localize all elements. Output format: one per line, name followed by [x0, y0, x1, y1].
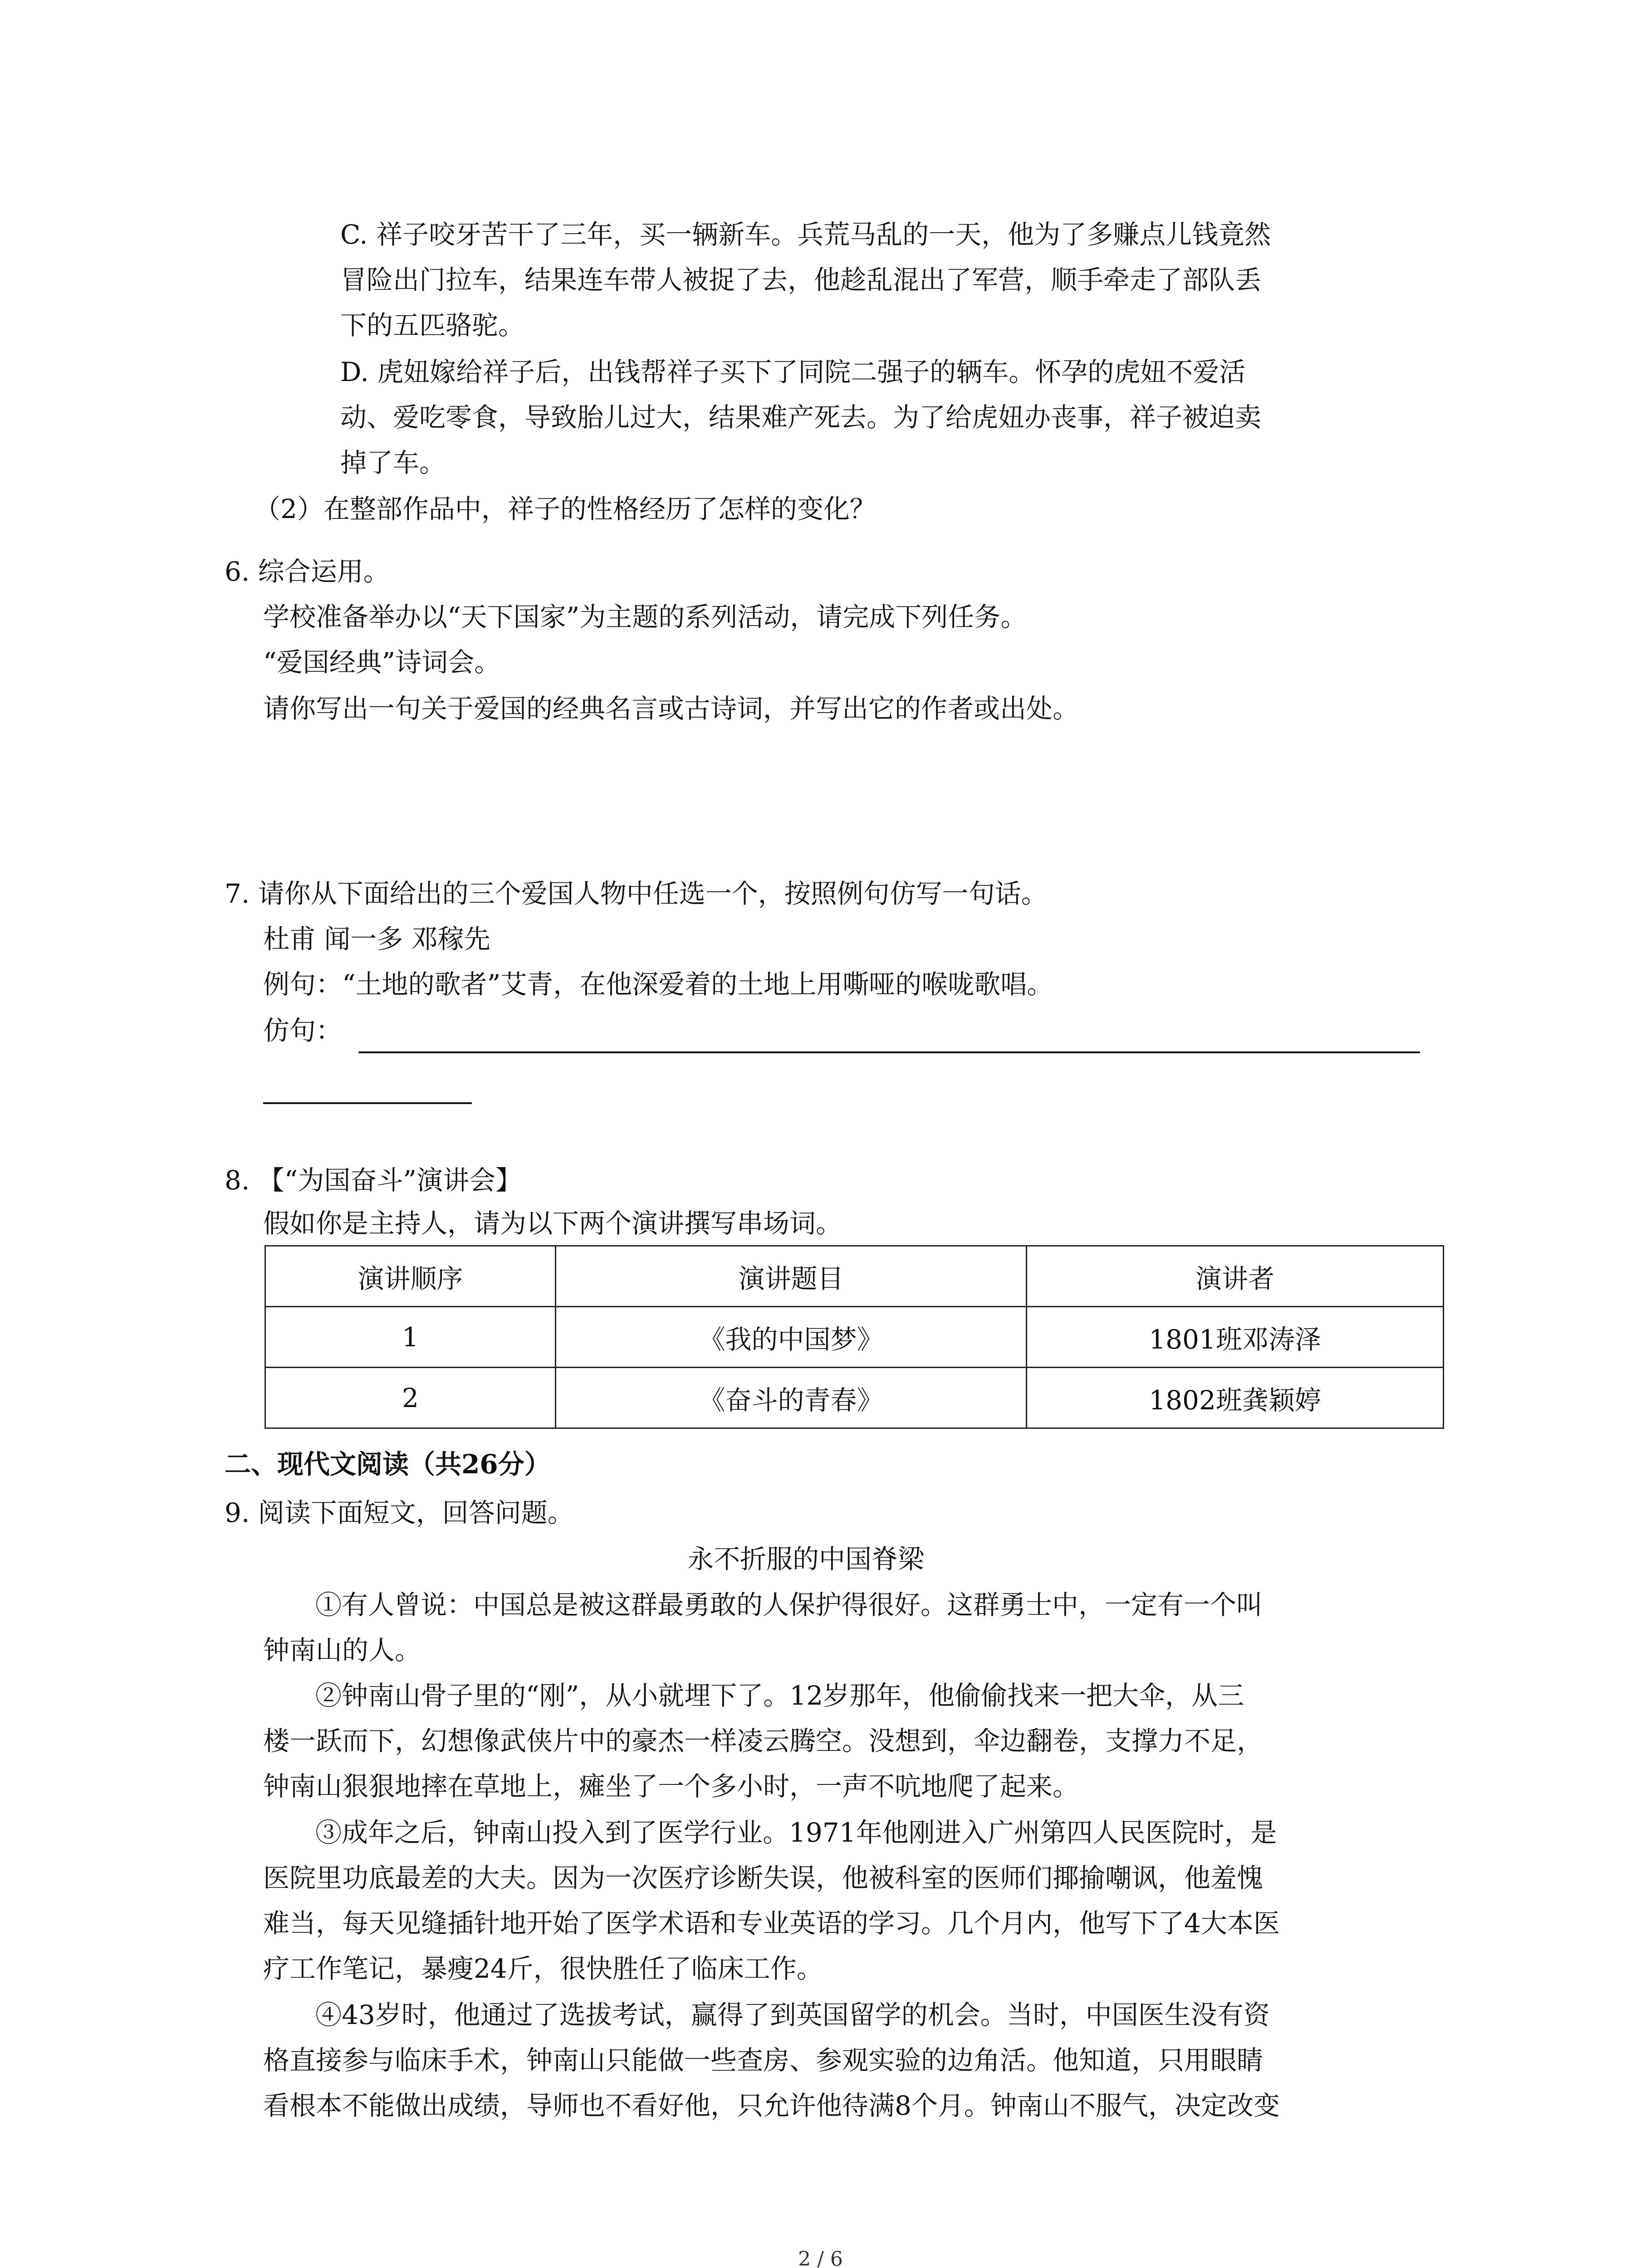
q5-sub-question-2: （2）在整部作品中，祥子的性格经历了怎样的变化？: [254, 494, 876, 524]
q5-option-d-line2: 动、爱吃零食，导致胎儿过大，结果难产死去。为了给虎妞办丧事，祥子被迫卖: [340, 402, 1262, 433]
table-cell-speaker: 1801班邓涛泽: [1027, 1307, 1444, 1368]
q7-answer-line-2[interactable]: [263, 1102, 472, 1104]
q6-line2: “爱国经典”诗词会。: [263, 647, 501, 678]
q7-imitate-label: 仿句：: [263, 1015, 343, 1046]
q5-option-d-line3: 掉了车。: [340, 447, 446, 478]
paragraph-3-line4: 疗工作笔记，暴瘦24斤，很快胜任了临床工作。: [263, 1953, 823, 1984]
paragraph-4-line2: 格直接参与临床手术，钟南山只能做一些查房、参观实验的边角活。他知道，只用眼睛: [263, 2045, 1264, 2076]
paragraph-1-line2: 钟南山的人。: [263, 1635, 421, 1666]
paragraph-2-line3: 钟南山狠狠地摔在草地上，瘫坐了一个多小时，一声不吭地爬了起来。: [263, 1771, 1079, 1802]
q9-title: 9. 阅读下面短文，回答问题。: [225, 1497, 574, 1528]
table-cell-title: 《奋斗的青春》: [555, 1368, 1026, 1428]
table-row: [265, 1307, 1444, 1368]
q6-line3: 请你写出一句关于爱国的经典名言或古诗词，并写出它的作者或出处。: [263, 693, 1079, 724]
table-row: [265, 1368, 1444, 1428]
q8-title: 8. 【“为国奋斗”演讲会】: [225, 1165, 522, 1196]
page-number: 2 / 6: [798, 2248, 843, 2268]
speech-table: [265, 1245, 1444, 1429]
paragraph-4-line1: ④43岁时，他通过了选拔考试，赢得了到英国留学的机会。当时，中国医生没有资: [315, 1999, 1270, 2030]
q7-example: 例句：“土地的歌者”艾青，在他深爱着的土地上用嘶哑的喉咙歌唱。: [263, 969, 1053, 1000]
table-header: 演讲题目: [555, 1246, 1026, 1307]
paragraph-4-line3: 看根本不能做出成绩，导师也不看好他，只允许他待满8个月。钟南山不服气，决定改变: [263, 2090, 1280, 2121]
paragraph-3-line1: ③成年之后，钟南山投入到了医学行业。1971年他刚进入广州第四人民医院时，是: [315, 1817, 1277, 1848]
q5-option-c-line2: 冒险出门拉车，结果连车带人被捉了去，他趁乱混出了军营，顺手牵走了部队丢: [340, 264, 1262, 295]
table-cell-order: 1: [265, 1307, 556, 1368]
table-cell-order: 2: [265, 1368, 556, 1428]
paragraph-2-line1: ②钟南山骨子里的“刚”，从小就埋下了。12岁那年，他偷偷找来一把大伞，从三: [315, 1680, 1244, 1711]
table-header: 演讲顺序: [265, 1246, 556, 1307]
q6-line1: 学校准备举办以“天下国家”为主题的系列活动，请完成下列任务。: [263, 601, 1027, 632]
table-header: 演讲者: [1027, 1246, 1444, 1307]
q7-names: 杜甫 闻一多 邓稼先: [263, 924, 490, 954]
table-cell-title: 《我的中国梦》: [555, 1307, 1026, 1368]
q6-title: 6. 综合运用。: [225, 556, 390, 587]
article-title: 永不折服的中国脊梁: [687, 1544, 925, 1574]
table-header-row: [265, 1246, 1444, 1307]
paragraph-1-line1: ①有人曾说：中国总是被这群最勇敢的人保护得很好。这群勇士中，一定有一个叫: [315, 1589, 1263, 1620]
paragraph-3-line3: 难当，每天见缝插针地开始了医学术语和专业英语的学习。几个月内，他写下了4大本医: [263, 1908, 1280, 1939]
q5-option-c-line3: 下的五匹骆驼。: [340, 310, 525, 341]
section-heading: 二、现代文阅读（共26分）: [225, 1449, 551, 1480]
q8-instruction: 假如你是主持人，请为以下两个演讲撰写串场词。: [263, 1208, 843, 1239]
table-cell-speaker: 1802班龚颖婷: [1027, 1368, 1444, 1428]
q7-answer-line[interactable]: [358, 1051, 1420, 1053]
paragraph-3-line2: 医院里功底最差的大夫。因为一次医疗诊断失误，他被科室的医师们揶揄嘲讽，他羞愧: [263, 1862, 1264, 1893]
q5-option-d-line1: D. 虎妞嫁给祥子后，出钱帮祥子买下了同院二强子的辆车。怀孕的虎妞不爱活: [340, 357, 1246, 387]
q7-title: 7. 请你从下面给出的三个爱国人物中任选一个，按照例句仿写一句话。: [225, 878, 1048, 909]
q5-option-c-line1: C. 祥子咬牙苦干了三年，买一辆新车。兵荒马乱的一天，他为了多赚点儿钱竟然: [340, 219, 1271, 250]
paragraph-2-line2: 楼一跃而下，幻想像武侠片中的豪杰一样凌云腾空。没想到，伞边翻卷，支撑力不足，: [263, 1725, 1264, 1756]
